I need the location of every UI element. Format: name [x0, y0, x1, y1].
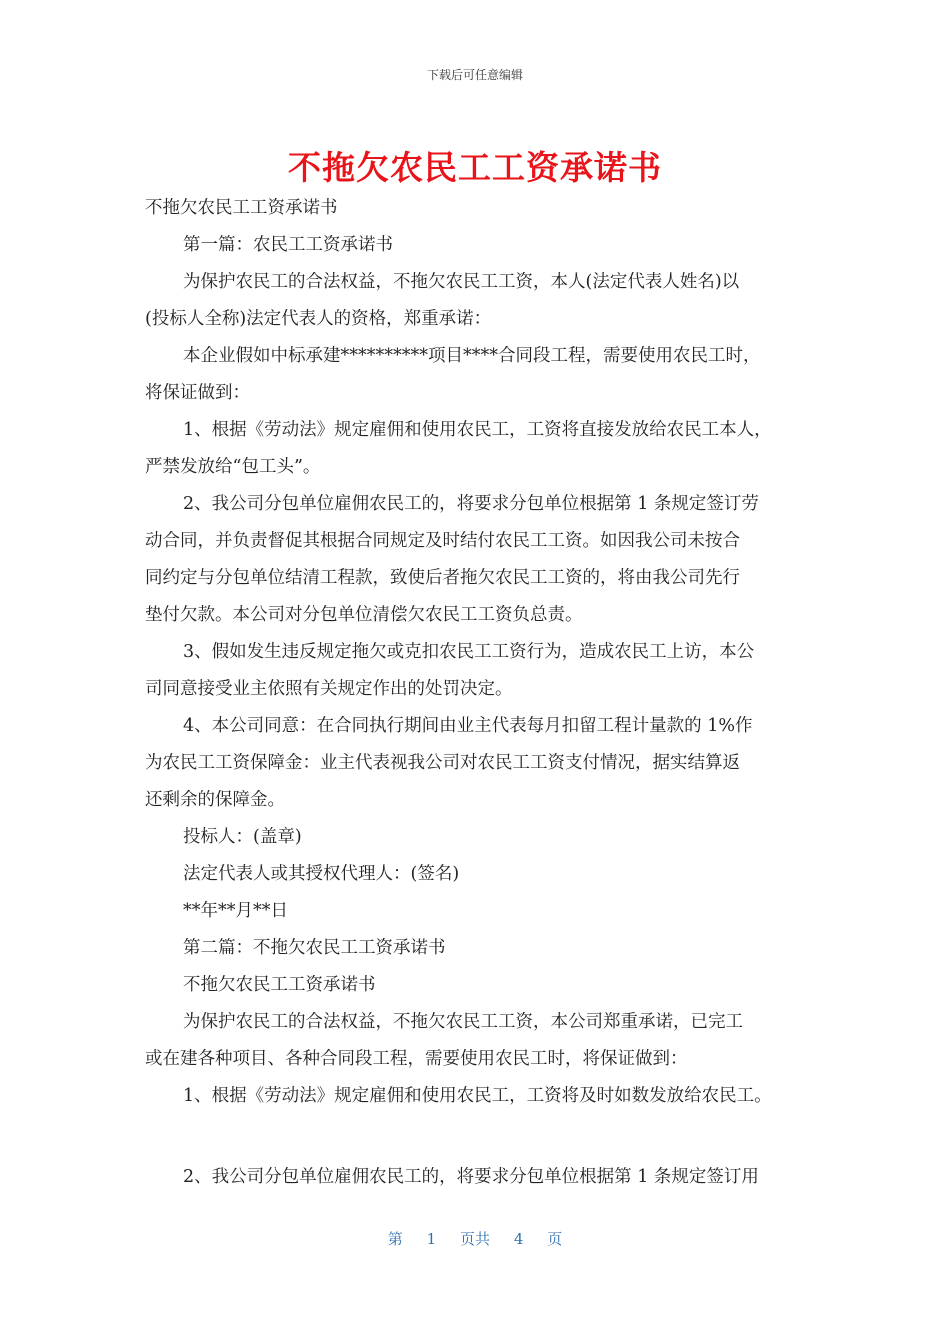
- text-line: 严禁发放给“包工头”。: [145, 457, 321, 477]
- footer-prefix: 第: [387, 1230, 403, 1248]
- document-body: [145, 190, 810, 1196]
- text-line: 4、本公司同意：在合同执行期间由业主代表每月扣留工程计量款的 1%作: [183, 716, 753, 736]
- text-line: 为保护农民工的合法权益，不拖欠农民工工资，本公司郑重承诺，已完工: [183, 1012, 743, 1032]
- footer-middle: 页共: [459, 1230, 490, 1248]
- text-line: 为农民工工资保障金：业主代表视我公司对农民工工资支付情况，据实结算返: [145, 753, 740, 773]
- text-line: 2、我公司分包单位雇佣农民工的，将要求分包单位根据第 1 条规定签订劳: [183, 494, 759, 514]
- header-note: 下载后可任意编辑: [426, 68, 523, 82]
- text-line: 2、我公司分包单位雇佣农民工的，将要求分包单位根据第 1 条规定签订用: [183, 1167, 759, 1187]
- text-line: 本企业假如中标承建**********项目****合同段工程，需要使用农民工时，: [183, 346, 761, 366]
- text-line: 第二篇：不拖欠农民工工资承诺书: [183, 938, 446, 958]
- page-footer: [0, 1228, 950, 1249]
- text-line: 法定代表人或其授权代理人：(签名): [183, 864, 460, 884]
- text-line: 司同意接受业主依照有关规定作出的处罚决定。: [145, 679, 513, 699]
- text-line: 第一篇：农民工工资承诺书: [183, 235, 393, 255]
- footer-total-pages: 4: [513, 1230, 524, 1248]
- text-line: 不拖欠农民工工资承诺书: [145, 198, 338, 218]
- text-line: **年**月**日: [183, 901, 288, 921]
- text-line: 不拖欠农民工工资承诺书: [183, 975, 376, 995]
- text-line: 1、根据《劳动法》规定雇佣和使用农民工，工资将及时如数发放给农民工。: [183, 1086, 772, 1106]
- paragraph-gap: [145, 1115, 810, 1159]
- text-line: 投标人：(盖章): [183, 827, 302, 847]
- text-line: 为保护农民工的合法权益，不拖欠农民工工资，本人(法定代表人姓名)以: [183, 272, 740, 292]
- footer-page-number: 1: [426, 1230, 437, 1248]
- text-line: 或在建各种项目、各种合同段工程，需要使用农民工时，将保证做到：: [145, 1049, 688, 1069]
- document-title: 不拖欠农民工工资承诺书: [288, 148, 662, 187]
- text-line: 还剩余的保障金。: [145, 790, 285, 810]
- text-line: 将保证做到：: [145, 383, 250, 403]
- text-line: (投标人全称)法定代表人的资格，郑重承诺：: [145, 309, 492, 329]
- text-line: 1、根据《劳动法》规定雇佣和使用农民工，工资将直接发放给农民工本人，: [183, 420, 772, 440]
- text-line: 垫付欠款。本公司对分包单位清偿欠农民工工资负总责。: [145, 605, 583, 625]
- text-line: 同约定与分包单位结清工程款，致使后者拖欠农民工工资的，将由我公司先行: [145, 568, 740, 588]
- text-line: 动合同，并负责督促其根据合同规定及时结付农民工工资。如因我公司未按合: [145, 531, 740, 551]
- footer-suffix: 页: [547, 1230, 563, 1248]
- text-line: 3、假如发生违反规定拖欠或克扣农民工工资行为，造成农民工上访，本公: [183, 642, 755, 662]
